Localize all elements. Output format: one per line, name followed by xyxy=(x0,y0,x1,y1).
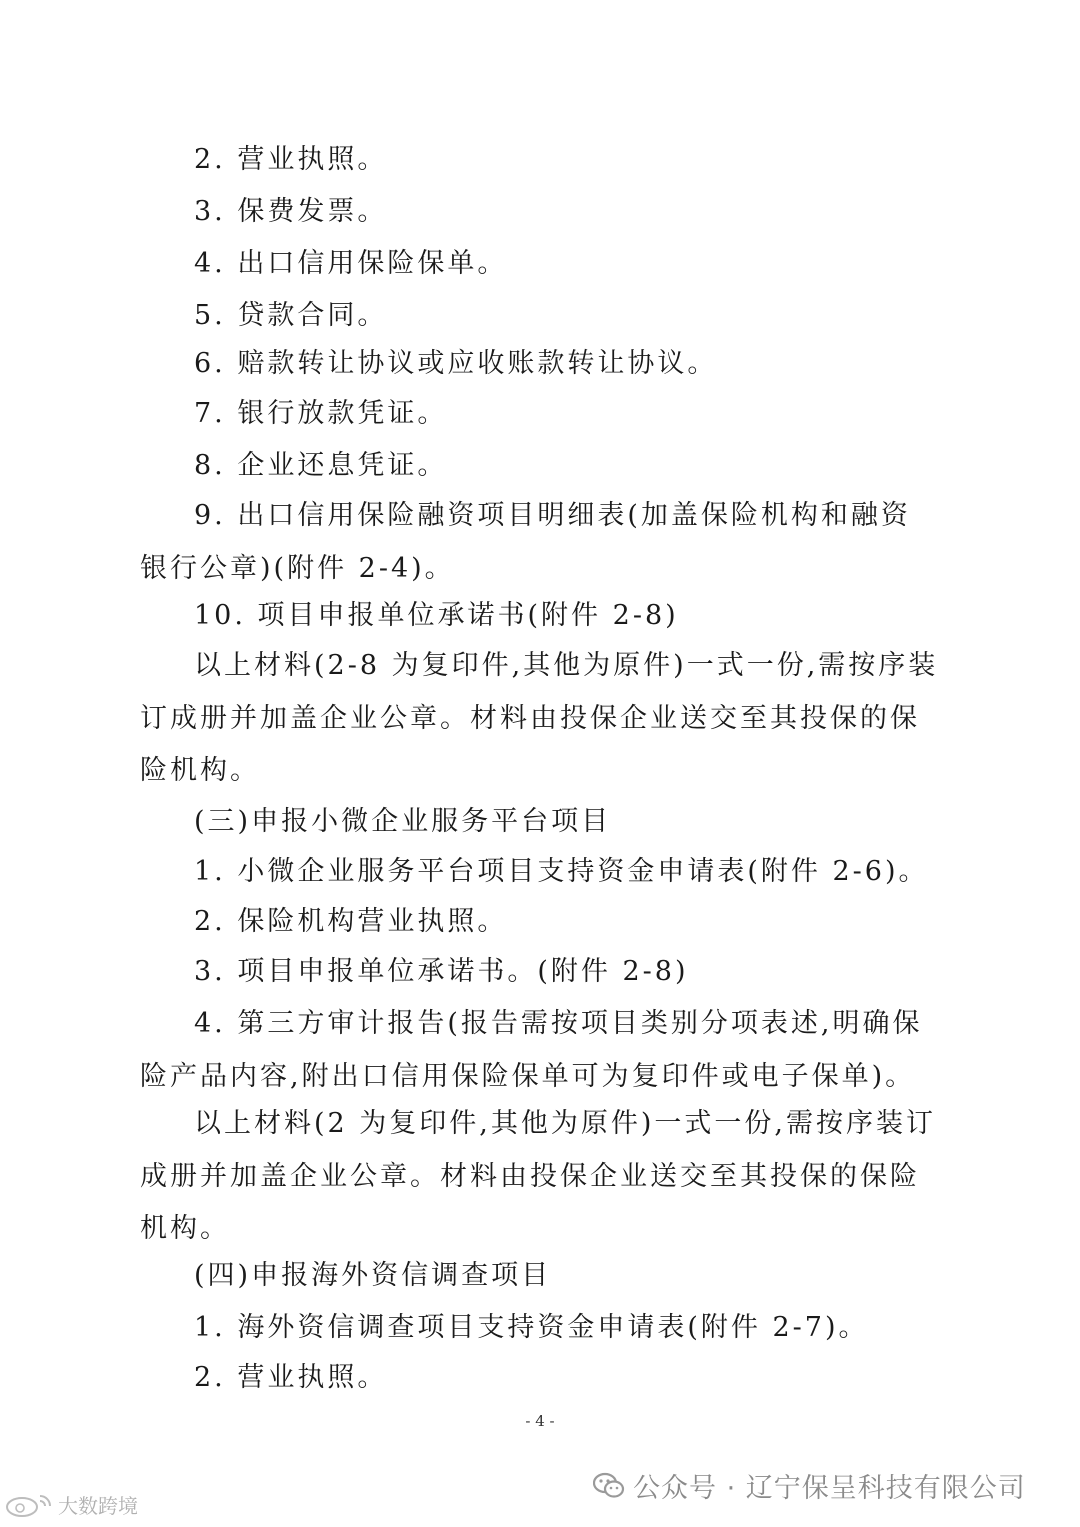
list-item: 3. 项目申报单位承诺书。(附件 2-8) xyxy=(194,956,689,987)
list-item: 4. 出口信用保险保单。 xyxy=(194,248,508,279)
weibo-watermark xyxy=(4,1490,138,1519)
list-item: 8. 企业还息凭证。 xyxy=(194,450,448,481)
watermark-text: 公众号 · 辽宁保呈科技有限公司 xyxy=(633,1473,1026,1504)
section-heading: (三)申报小微企业服务平台项目 xyxy=(194,806,612,837)
list-item: 5. 贷款合同。 xyxy=(194,300,388,331)
wechat-watermark xyxy=(593,1466,1026,1505)
paragraph: 以上材料(2 为复印件,其他为原件)一式一份,需按序装订成册并加盖企业公章。材料由投保企业送交至其投保的保险机构。 xyxy=(140,1108,936,1244)
list-item: 2. 保险机构营业执照。 xyxy=(194,906,508,937)
list-item: 1. 小微企业服务平台项目支持资金申请表(附件 2-6)。 xyxy=(194,856,929,887)
list-item: 7. 银行放款凭证。 xyxy=(194,398,448,429)
watermark-text: 大数跨境 xyxy=(58,1494,138,1518)
list-item: 10. 项目申报单位承诺书(附件 2-8) xyxy=(194,600,679,631)
list-item: 9. 出口信用保险融资项目明细表(加盖保险机构和融资银行公章)(附件 2-4)。 xyxy=(140,500,911,584)
list-item: 2. 营业执照。 xyxy=(194,144,388,175)
wechat-icon xyxy=(593,1472,625,1500)
list-item: 4. 第三方审计报告(报告需按项目类别分项表述,明确保险产品内容,附出口信用保险保单可为复印件或电子保单)。 xyxy=(140,1008,923,1092)
list-item: 2. 营业执照。 xyxy=(194,1362,388,1393)
paragraph: 以上材料(2-8 为复印件,其他为原件)一式一份,需按序装订成册并加盖企业公章。材料由投保企业送交至其投保的保险机构。 xyxy=(140,650,939,786)
weibo-icon xyxy=(4,1492,54,1518)
list-item: 1. 海外资信调查项目支持资金申请表(附件 2-7)。 xyxy=(194,1312,869,1343)
list-item: 6. 赔款转让协议或应收账款转让协议。 xyxy=(194,348,718,379)
page-number: - 4 - xyxy=(525,1412,555,1430)
list-item: 3. 保费发票。 xyxy=(194,196,388,227)
section-heading: (四)申报海外资信调查项目 xyxy=(194,1260,552,1291)
